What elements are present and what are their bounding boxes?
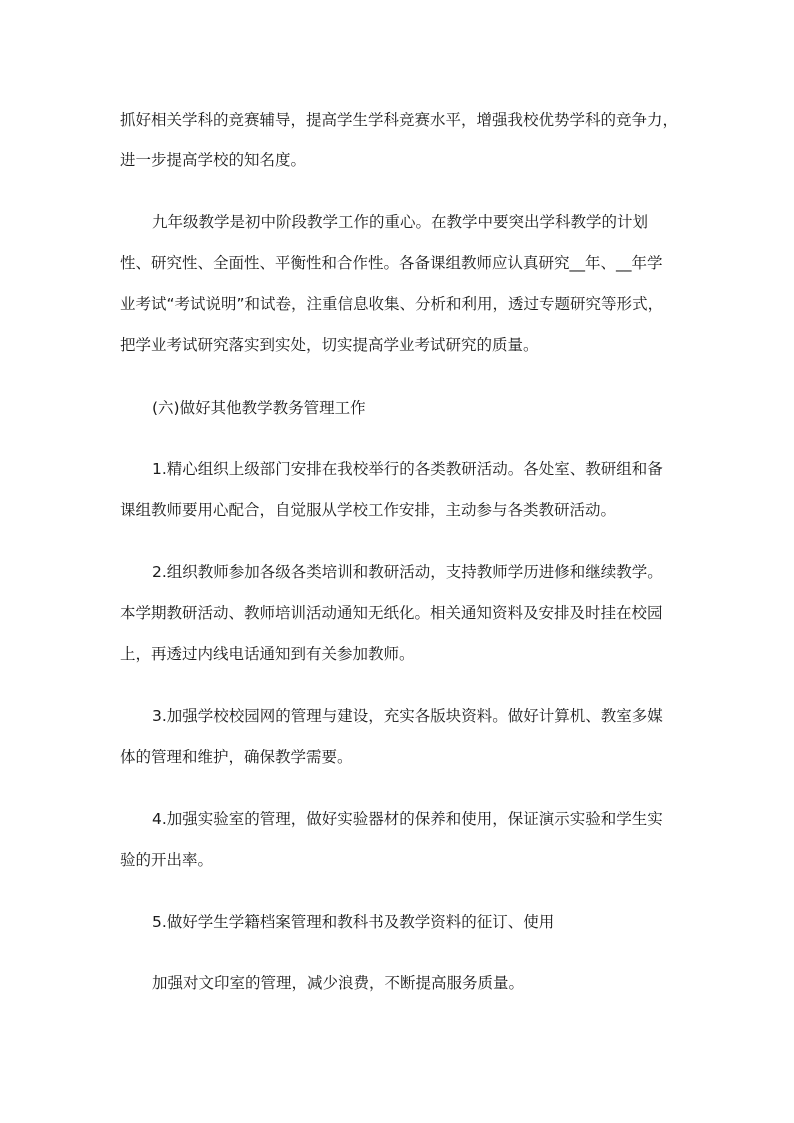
- list-item-line: 上，再透过内线电话通知到有关参加教师。: [120, 645, 415, 663]
- list-item-line: 3.加强学校校园网的管理与建设，充实各版块资料。做好计算机、教室多媒: [152, 707, 663, 725]
- section-heading: (六)做好其他教学教务管理工作: [152, 399, 366, 417]
- paragraph-line: 业考试“考试说明”和试卷，注重信息收集、分析和利用，透过专题研究等形式，: [120, 295, 664, 313]
- paragraph-line: 抓好相关学科的竞赛辅导，提高学生学科竞赛水平，增强我校优势学科的竞争力，: [120, 111, 679, 129]
- list-item-line: 体的管理和维护，确保教学需要。: [120, 748, 353, 766]
- paragraph-line: 加强对文印室的管理，减少浪费，不断提高服务质量。: [152, 974, 525, 992]
- list-item-line: 4.加强实验室的管理，做好实验器材的保养和使用，保证演示实验和学生实: [152, 810, 663, 828]
- list-item-line: 2.组织教师参加各级各类培训和教研活动，支持教师学历进修和继续教学。: [152, 563, 663, 581]
- list-item-line: 验的开出率。: [120, 851, 214, 869]
- paragraph-line: 性、研究性、全面性、平衡性和合作性。各备课组教师应认真研究__年、__年学: [120, 254, 663, 272]
- list-item-line: 本学期教研活动、教师培训活动通知无纸化。相关通知资料及安排及时挂在校园: [120, 604, 663, 622]
- list-item-line: 课组教师要用心配合，自觉服从学校工作安排，主动参与各类教研活动。: [120, 501, 617, 519]
- paragraph-line: 把学业考试研究落实到实处，切实提高学业考试研究的质量。: [120, 336, 539, 354]
- paragraph-line: 进一步提高学校的知名度。: [120, 151, 307, 169]
- paragraph-line: 九年级教学是初中阶段教学工作的重心。在教学中要突出学科教学的计划: [152, 213, 649, 231]
- list-item-line: 5.做好学生学籍档案管理和教科书及教学资料的征订、使用: [152, 913, 555, 931]
- list-item-line: 1.精心组织上级部门安排在我校举行的各类教研活动。各处室、教研组和备: [152, 460, 663, 478]
